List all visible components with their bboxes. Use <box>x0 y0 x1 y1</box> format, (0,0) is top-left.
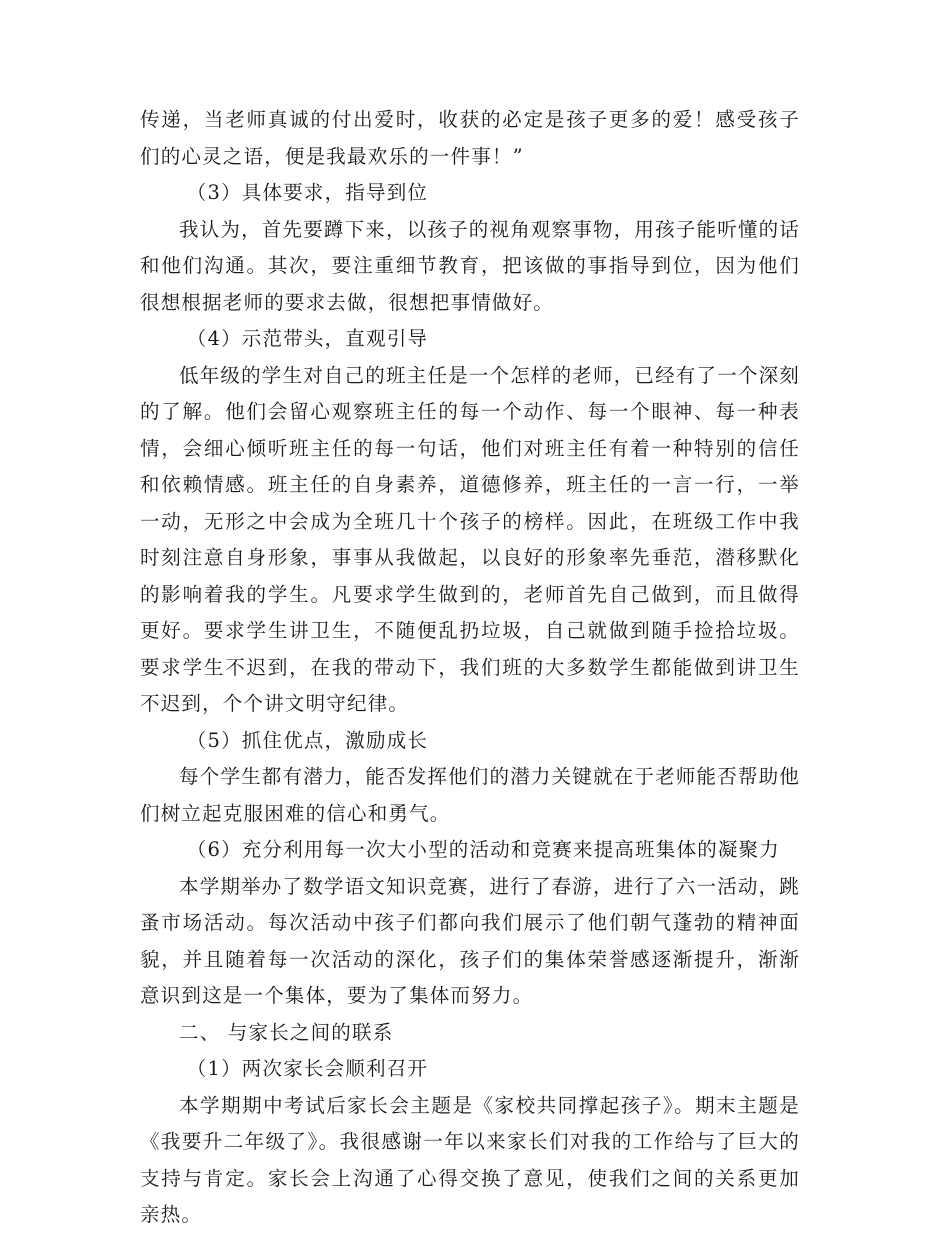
section-heading-2: 二、 与家长之间的联系 <box>179 1020 394 1044</box>
paragraph: 本学期期中考试后家长会主题是《家校共同撑起孩子》。期末主题是《我要升二年级了》。我很感谢一年以来家长们对我的工作给与了巨大的支持与肯定。家长会上沟通了心得交换了意见，使我们之间的关系更加亲热。 <box>140 1093 800 1226</box>
subheading-1: （1）两次家长会顺利召开 <box>186 1057 429 1080</box>
paragraph: 每个学生都有潜力，能否发挥他们的潜力关键就在于老师能否帮助他们树立起克服困难的信心和勇气。 <box>140 765 801 825</box>
paragraph: 低年级的学生对自己的班主任是一个怎样的老师，已经有了一个深刻的了解。他们会留心观察班主任的每一个动作、每一个眼神、每一种表情，会细心倾听班主任的每一句话，他们对班主任有着一种特别的信任和依赖情感。班主任的自身素养，道德修养，班主任的一言一行，一举一动，无形之中会成为全班几十个孩子的榜样。因此，在班级工作中我时刻注意自身形象，事事从我做起，以良好的形象率先垂范，潜移默化的影响着我的学生。凡要求学生做到的，老师首先自己做到，而且做得更好。要求学生讲卫生，不随便乱扔垃圾，自己就做到随手捡拾垃圾。要求学生不迟到，在我的带动下，我们班的大多数学生都能做到讲卫生不迟到，个个讲文明守纪律。 <box>140 363 801 715</box>
subheading-4: （4）示范带头，直观引导 <box>186 327 429 350</box>
subheading-5: （5）抓住优点，激励成长 <box>186 728 429 752</box>
subheading-6: （6）充分利用每一次大小型的活动和竞赛来提高班集体的凝聚力 <box>186 838 781 861</box>
paragraph: 我认为，首先要蹲下来，以孩子的视角观察事物，用孩子能听懂的话和他们沟通。其次，要注重细节教育，把该做的事指导到位，因为他们很想根据老师的要求去做，很想把事情做好。 <box>140 217 801 314</box>
document-body <box>140 102 800 1234</box>
subheading-3: （3）具体要求，指导到位 <box>186 181 429 204</box>
paragraph: 本学期举办了数学语文知识竞赛，进行了春游，进行了六一活动，跳蚤市场活动。每次活动中孩子们都向我们展示了他们朝气蓬勃的精神面貌，并且随着每一次活动的深化，孩子们的集体荣誉感逐渐提升，渐渐意识到这是一个集体，要为了集体而努力。 <box>140 874 801 1007</box>
paragraph-continued: 传递，当老师真诚的付出爱时，收获的必定是孩子更多的爱！感受孩子们的心灵之语，便是我最欢乐的一件事！” <box>140 108 800 168</box>
